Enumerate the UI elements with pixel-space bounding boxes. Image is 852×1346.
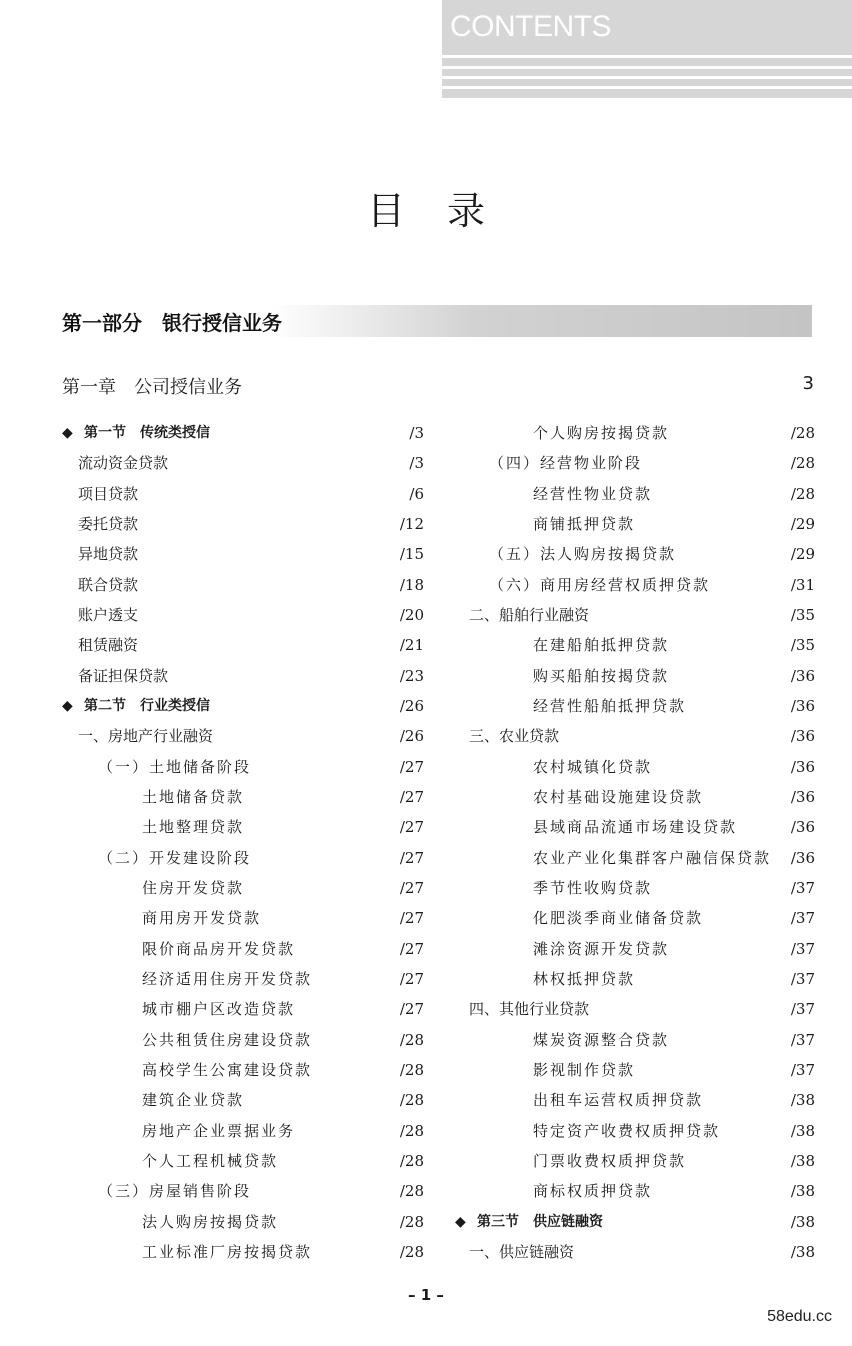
toc-entry[interactable] — [62, 448, 424, 478]
toc-entry-title: 影视制作贷款 — [533, 1060, 636, 1079]
toc-entry-page: /38 — [790, 1151, 815, 1170]
toc-entry-page: /3 — [409, 454, 424, 473]
toc-entry-page: /21 — [399, 636, 424, 655]
toc-entry-title: 限价商品房开发贷款 — [142, 939, 296, 958]
toc-entry[interactable] — [62, 964, 424, 994]
toc-entry-page: /37 — [790, 878, 815, 897]
toc-left-column — [62, 418, 424, 1267]
toc-entry-title: 项目贷款 — [78, 484, 139, 503]
toc-section-entry[interactable] — [455, 1207, 815, 1237]
toc-entry[interactable] — [62, 903, 424, 933]
toc-entry[interactable] — [62, 539, 424, 569]
toc-entry[interactable] — [455, 1085, 815, 1115]
toc-entry[interactable] — [62, 812, 424, 842]
toc-entry-page: /27 — [399, 878, 424, 897]
toc-entry-page: /15 — [399, 545, 424, 564]
toc-entry-title: 化肥淡季商业储备贷款 — [533, 909, 704, 928]
toc-entry-page: /28 — [399, 1060, 424, 1079]
toc-entry-page: /18 — [399, 575, 424, 594]
toc-entry-title: 异地贷款 — [78, 545, 139, 564]
toc-entry-page: /27 — [399, 757, 424, 776]
header-stripe — [442, 66, 852, 69]
chapter-title: 第一章 公司授信业务 — [62, 377, 242, 398]
toc-entry-page: /37 — [790, 1000, 815, 1019]
toc-entry-title: 一、供应链融资 — [469, 1242, 575, 1261]
toc-entry[interactable] — [455, 994, 815, 1024]
chapter-page: 3 — [802, 373, 814, 394]
toc-entry-page: /35 — [790, 605, 815, 624]
toc-entry-title: 经营性船舶抵押贷款 — [533, 696, 687, 715]
toc-entry-title: 第一节 传统类授信 — [84, 425, 210, 441]
toc-entry[interactable] — [62, 994, 424, 1024]
toc-entry[interactable] — [62, 1116, 424, 1146]
toc-entry[interactable] — [455, 509, 815, 539]
toc-entry-page: /29 — [790, 514, 815, 533]
toc-entry[interactable] — [62, 843, 424, 873]
toc-entry-title: 委托贷款 — [78, 514, 139, 533]
toc-entry[interactable] — [62, 1055, 424, 1085]
toc-entry-page: /37 — [790, 909, 815, 928]
toc-entry-title: 第三节 供应链融资 — [477, 1213, 603, 1230]
toc-entry-page: /38 — [790, 1121, 815, 1140]
toc-entry-title: 经营性物业贷款 — [533, 484, 653, 503]
toc-entry[interactable] — [62, 752, 424, 782]
toc-entry[interactable] — [62, 600, 424, 630]
header-stripe — [442, 55, 852, 58]
toc-entry-page: /23 — [399, 666, 424, 685]
toc-entry[interactable] — [62, 630, 424, 660]
toc-entry-title: 四、其他行业贷款 — [469, 1000, 590, 1019]
toc-entry-page: /29 — [790, 545, 815, 564]
toc-entry-page: /28 — [399, 1091, 424, 1110]
toc-entry-page: /28 — [399, 1242, 424, 1261]
toc-entry-page: /27 — [399, 939, 424, 958]
toc-entry-title: （二）开发建设阶段 — [98, 848, 252, 867]
toc-entry-title: 城市棚户区改造贷款 — [142, 1000, 296, 1019]
diamond-bullet-icon: ◆ — [62, 425, 73, 441]
toc-entry-page: /37 — [790, 1060, 815, 1079]
toc-entry[interactable] — [455, 721, 815, 751]
toc-entry-title: 流动资金贷款 — [78, 454, 169, 473]
toc-entry[interactable] — [455, 812, 815, 842]
toc-entry-page: /27 — [399, 818, 424, 837]
toc-right-column — [455, 418, 815, 1267]
toc-entry-title: 农业产业化集群客户融信保贷款 — [533, 848, 772, 867]
toc-entry[interactable] — [455, 630, 815, 660]
toc-entry-page: /28 — [399, 1030, 424, 1049]
toc-entry-title: 公共租赁住房建设贷款 — [142, 1030, 313, 1049]
toc-entry[interactable] — [455, 661, 815, 691]
contents-header-band — [442, 0, 852, 98]
toc-entry-title: 在建船舶抵押贷款 — [533, 636, 670, 655]
toc-entry[interactable] — [455, 782, 815, 812]
toc-entry[interactable] — [455, 479, 815, 509]
toc-entry[interactable] — [455, 448, 815, 478]
part-heading: 第一部分 银行授信业务 — [62, 311, 282, 335]
toc-entry-page: /28 — [399, 1182, 424, 1201]
toc-entry[interactable] — [455, 418, 815, 448]
toc-entry-title: 第二节 行业类授信 — [84, 697, 210, 714]
diamond-bullet-icon: ◆ — [62, 697, 73, 714]
toc-entry-page: /28 — [399, 1212, 424, 1231]
toc-entry-page: /20 — [399, 605, 424, 624]
toc-entry[interactable] — [455, 1055, 815, 1085]
toc-entry-title: （一）土地储备阶段 — [98, 757, 252, 776]
toc-entry[interactable] — [455, 1176, 815, 1206]
toc-entry[interactable] — [455, 1025, 815, 1055]
toc-entry[interactable] — [62, 1176, 424, 1206]
header-stripe — [442, 76, 852, 79]
toc-section-entry[interactable] — [62, 418, 424, 448]
toc-entry-page: /12 — [399, 514, 424, 533]
toc-entry-title: 租赁融资 — [78, 636, 139, 655]
toc-entry-title: 住房开发贷款 — [142, 878, 245, 897]
toc-entry-title: 房地产企业票据业务 — [142, 1121, 296, 1140]
toc-section-entry[interactable] — [62, 691, 424, 721]
toc-entry-page: /37 — [790, 969, 815, 988]
toc-entry-title: 土地整理贷款 — [142, 818, 245, 837]
toc-entry-page: /38 — [790, 1182, 815, 1201]
toc-entry-title: 商铺抵押贷款 — [533, 514, 636, 533]
toc-entry[interactable] — [455, 1237, 815, 1267]
toc-entry-title: 法人购房按揭贷款 — [142, 1212, 279, 1231]
toc-entry-title: 县域商品流通市场建设贷款 — [533, 818, 738, 837]
toc-entry-title: 煤炭资源整合贷款 — [533, 1030, 670, 1049]
toc-entry-title: 联合贷款 — [78, 575, 139, 594]
part-heading-bar — [60, 305, 812, 337]
toc-entry-title: 出租车运营权质押贷款 — [533, 1091, 704, 1110]
toc-entry-title: 门票收费权质押贷款 — [533, 1151, 687, 1170]
toc-entry-page: /36 — [790, 848, 815, 867]
toc-entry-title: 滩涂资源开发贷款 — [533, 939, 670, 958]
toc-entry-title: 农村基础设施建设贷款 — [533, 787, 704, 806]
toc-entry-title: （四）经营物业阶段 — [489, 454, 643, 473]
toc-entry-page: /27 — [399, 848, 424, 867]
toc-entry-page: /35 — [790, 636, 815, 655]
toc-entry[interactable] — [62, 509, 424, 539]
toc-entry[interactable] — [62, 934, 424, 964]
toc-entry-page: /27 — [399, 969, 424, 988]
toc-entry-page: /26 — [399, 696, 424, 715]
toc-entry[interactable] — [62, 1207, 424, 1237]
toc-entry-page: /38 — [790, 1091, 815, 1110]
toc-entry-title: （三）房屋销售阶段 — [98, 1182, 252, 1201]
toc-entry-page: /37 — [790, 939, 815, 958]
toc-entry-title: 土地储备贷款 — [142, 787, 245, 806]
toc-entry-page: /36 — [790, 818, 815, 837]
toc-entry[interactable] — [62, 661, 424, 691]
toc-entry-page: /36 — [790, 727, 815, 746]
toc-entry-page: /28 — [790, 454, 815, 473]
toc-entry-page: /26 — [399, 727, 424, 746]
toc-entry-page: /38 — [790, 1212, 815, 1231]
toc-entry[interactable] — [455, 539, 815, 569]
toc-entry-page: /28 — [790, 424, 815, 442]
toc-entry-title: 二、船舶行业融资 — [469, 605, 590, 624]
toc-entry-title: 个人购房按揭贷款 — [533, 424, 670, 442]
toc-entry-title: （五）法人购房按揭贷款 — [489, 545, 677, 564]
toc-entry-page: /28 — [399, 1151, 424, 1170]
toc-entry[interactable] — [455, 1116, 815, 1146]
toc-entry-page: /36 — [790, 666, 815, 685]
toc-entry[interactable] — [455, 691, 815, 721]
toc-entry-page: /31 — [790, 575, 815, 594]
toc-entry[interactable] — [62, 782, 424, 812]
toc-entry-title: 个人工程机械贷款 — [142, 1151, 279, 1170]
toc-entry[interactable] — [455, 843, 815, 873]
toc-entry-title: 经济适用住房开发贷款 — [142, 969, 313, 988]
toc-entry[interactable] — [455, 570, 815, 600]
toc-entry-page: /27 — [399, 787, 424, 806]
toc-entry-page: /28 — [790, 484, 815, 503]
toc-entry-page: /6 — [409, 484, 424, 503]
toc-entry-title: 备证担保贷款 — [78, 666, 169, 685]
toc-entry-page: /36 — [790, 696, 815, 715]
toc-entry-page: /38 — [790, 1242, 815, 1261]
toc-entry-page: /27 — [399, 1000, 424, 1019]
toc-entry-title: 购买船舶按揭贷款 — [533, 666, 670, 685]
watermark-text: 58edu.cc — [767, 1308, 832, 1325]
toc-entry-title: 账户透支 — [78, 605, 139, 624]
toc-entry[interactable] — [455, 752, 815, 782]
toc-entry[interactable] — [62, 1146, 424, 1176]
page-title: 目录 — [366, 189, 527, 233]
chapter-heading[interactable] — [62, 373, 814, 403]
toc-entry-page: /37 — [790, 1030, 815, 1049]
toc-entry-title: 林权抵押贷款 — [533, 969, 636, 988]
toc-entry-title: 高校学生公寓建设贷款 — [142, 1060, 313, 1079]
toc-entry-title: 一、房地产行业融资 — [78, 727, 214, 746]
toc-entry-title: 建筑企业贷款 — [142, 1091, 245, 1110]
toc-entry[interactable] — [62, 1025, 424, 1055]
toc-entry-page: /28 — [399, 1121, 424, 1140]
toc-entry[interactable] — [455, 934, 815, 964]
toc-entry[interactable] — [62, 479, 424, 509]
toc-entry[interactable] — [62, 721, 424, 751]
toc-entry[interactable] — [455, 903, 815, 933]
toc-entry-title: （六）商用房经营权质押贷款 — [489, 575, 711, 594]
toc-entry[interactable] — [62, 1085, 424, 1115]
toc-entry-title: 商用房开发贷款 — [142, 909, 262, 928]
toc-entry-page: /3 — [409, 424, 424, 442]
diamond-bullet-icon: ◆ — [455, 1213, 466, 1230]
contents-label: CONTENTS — [450, 10, 611, 43]
toc-entry-page: /27 — [399, 909, 424, 928]
toc-entry[interactable] — [62, 570, 424, 600]
header-stripe — [442, 86, 852, 89]
toc-entry-title: 特定资产收费权质押贷款 — [533, 1121, 721, 1140]
toc-entry[interactable] — [62, 1237, 424, 1267]
toc-entry-title: 商标权质押贷款 — [533, 1182, 653, 1201]
toc-entry[interactable] — [455, 1146, 815, 1176]
toc-entry-title: 三、农业贷款 — [469, 727, 560, 746]
toc-entry[interactable] — [455, 600, 815, 630]
toc-entry-page: /36 — [790, 787, 815, 806]
page-number: – 1 – — [408, 1286, 444, 1304]
toc-entry[interactable] — [455, 873, 815, 903]
toc-entry[interactable] — [455, 964, 815, 994]
toc-entry[interactable] — [62, 873, 424, 903]
toc-entry-title: 季节性收购贷款 — [533, 878, 653, 897]
toc-entry-title: 工业标准厂房按揭贷款 — [142, 1242, 313, 1261]
toc-entry-page: /36 — [790, 757, 815, 776]
toc-entry-title: 农村城镇化贷款 — [533, 757, 653, 776]
